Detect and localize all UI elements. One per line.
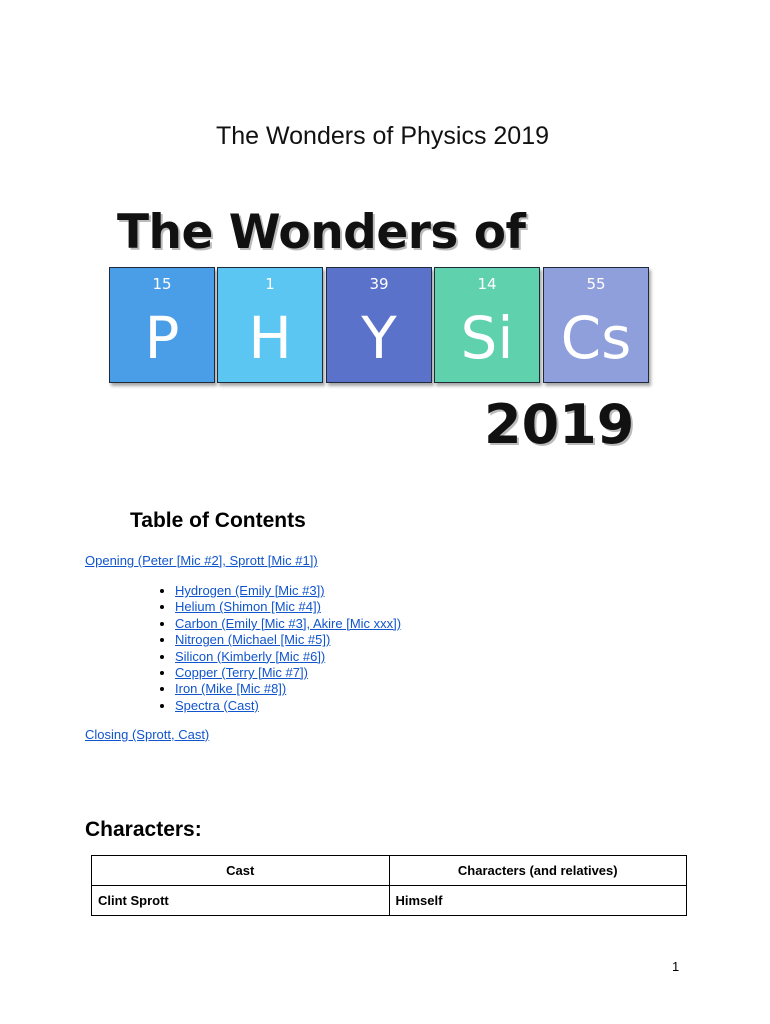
tile-number: 39	[369, 275, 389, 293]
column-header-characters: Characters (and relatives)	[389, 856, 687, 886]
tile-symbol: Si	[460, 304, 514, 372]
tile-symbol: Cs	[560, 304, 632, 372]
cast-cell: Clint Sprott	[92, 886, 390, 916]
toc-link-opening[interactable]: Opening (Peter [Mic #2], Sprott [Mic #1])	[85, 553, 318, 568]
element-tile-h	[217, 267, 323, 383]
tile-number: 1	[265, 275, 275, 293]
list-item	[175, 616, 401, 632]
toc-link-copper[interactable]: Copper (Terry [Mic #7])	[175, 665, 308, 681]
character-cell: Himself	[389, 886, 687, 916]
tile-number: 55	[586, 275, 606, 293]
list-item	[175, 649, 401, 665]
logo-year: 2019	[484, 393, 635, 456]
list-item	[175, 599, 401, 615]
list-item	[175, 681, 401, 697]
tile-symbol: H	[248, 304, 292, 372]
element-tile-cs	[543, 267, 649, 383]
column-header-cast: Cast	[92, 856, 390, 886]
list-item	[175, 632, 401, 648]
toc-link-silicon[interactable]: Silicon (Kimberly [Mic #6])	[175, 648, 326, 664]
list-item	[175, 698, 401, 714]
element-tile-y	[326, 267, 432, 383]
toc-link-spectra[interactable]: Spectra (Cast)	[175, 697, 259, 713]
table-header-row	[92, 856, 687, 886]
page-number: 1	[672, 959, 680, 974]
toc-entry-opening	[85, 552, 318, 570]
toc-entry-closing	[85, 726, 209, 744]
list-item	[175, 583, 401, 599]
characters-table	[91, 855, 687, 916]
toc-heading: Table of Contents	[130, 509, 306, 532]
tile-number: 15	[152, 275, 172, 293]
logo-title-line: The Wonders of	[117, 205, 526, 260]
toc-link-helium[interactable]: Helium (Shimon [Mic #4])	[175, 599, 321, 615]
tile-symbol: Y	[361, 304, 397, 372]
toc-link-iron[interactable]: Iron (Mike [Mic #8])	[175, 681, 287, 697]
toc-list	[135, 583, 401, 714]
toc-link-closing[interactable]: Closing (Sprott, Cast)	[85, 727, 210, 742]
toc-link-nitrogen[interactable]: Nitrogen (Michael [Mic #5])	[175, 632, 331, 648]
toc-link-hydrogen[interactable]: Hydrogen (Emily [Mic #3])	[175, 583, 325, 598]
list-item	[175, 665, 401, 681]
element-tile-si	[434, 267, 540, 383]
tile-symbol: P	[144, 304, 180, 372]
table-row	[92, 886, 687, 916]
toc-link-carbon[interactable]: Carbon (Emily [Mic #3], Akire [Mic xxx])	[175, 615, 402, 631]
characters-heading: Characters:	[85, 818, 202, 841]
document-title: The Wonders of Physics 2019	[215, 122, 550, 150]
element-tile-p	[109, 267, 215, 383]
tile-number: 14	[477, 275, 497, 293]
